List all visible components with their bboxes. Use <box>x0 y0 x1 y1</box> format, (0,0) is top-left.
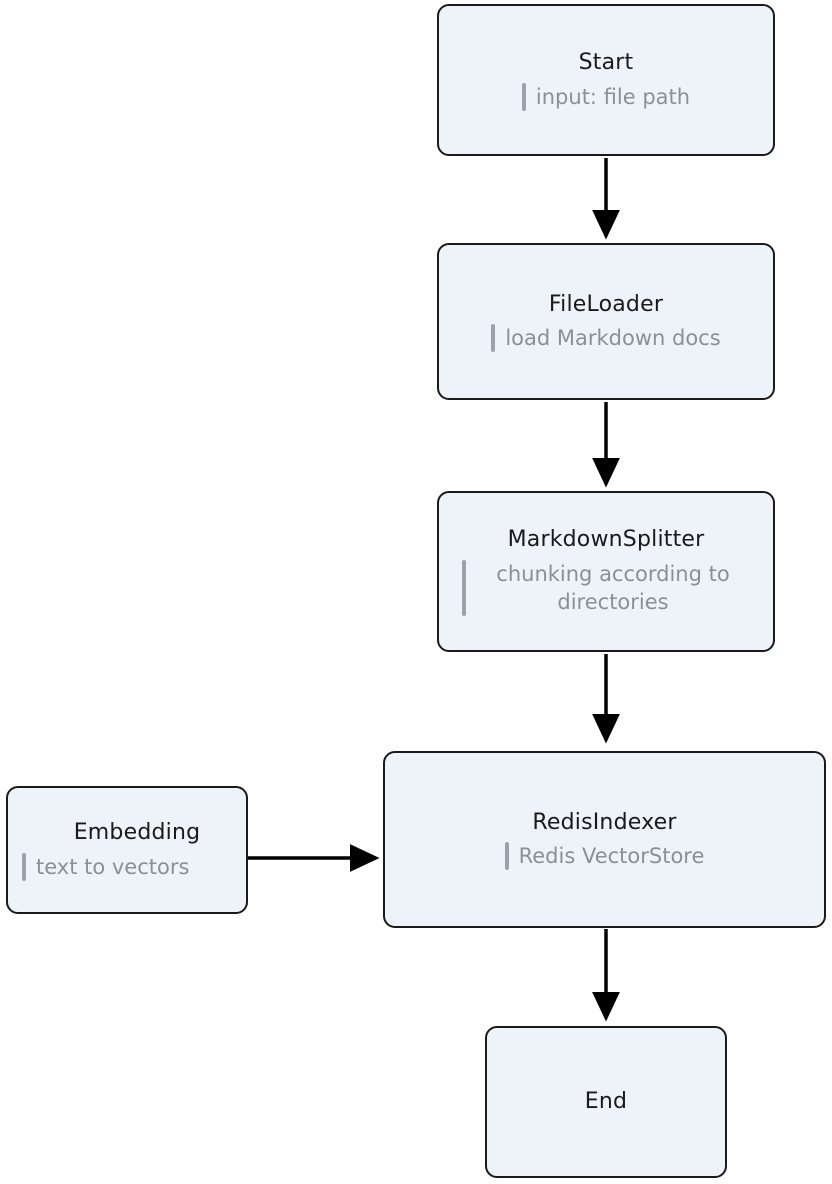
node-markdownsplitter-title: MarkdownSplitter <box>507 527 705 553</box>
node-start-subtitle: input: file path <box>535 84 691 109</box>
node-markdownsplitter[interactable] <box>437 491 775 652</box>
node-markdownsplitter-subtitle-row <box>452 560 761 617</box>
node-redisindexer[interactable] <box>383 751 826 928</box>
node-fileloader[interactable] <box>437 243 775 400</box>
node-start-title: Start <box>578 50 634 76</box>
node-fileloader-title: FileLoader <box>548 291 664 317</box>
node-end-title: End <box>584 1089 628 1115</box>
node-embedding-title: Embedding <box>73 820 201 846</box>
node-start-subtitle-row <box>512 83 700 111</box>
accent-bar-icon <box>22 853 26 881</box>
node-embedding[interactable] <box>6 786 248 914</box>
node-start[interactable] <box>437 4 775 156</box>
node-embedding-subtitle-row <box>8 853 199 881</box>
accent-bar-icon <box>462 560 466 616</box>
node-redisindexer-subtitle: Redis VectorStore <box>518 844 705 869</box>
node-end[interactable] <box>485 1026 727 1178</box>
node-fileloader-subtitle-row <box>481 324 730 352</box>
node-fileloader-subtitle: load Markdown docs <box>505 326 721 351</box>
node-redisindexer-title: RedisIndexer <box>532 809 677 835</box>
accent-bar-icon <box>505 842 509 870</box>
node-embedding-subtitle: text to vectors <box>36 854 190 879</box>
accent-bar-icon <box>491 324 495 352</box>
node-redisindexer-subtitle-row <box>495 842 715 870</box>
node-markdownsplitter-subtitle: chunking according to directories <box>496 561 730 615</box>
accent-bar-icon <box>522 83 526 111</box>
